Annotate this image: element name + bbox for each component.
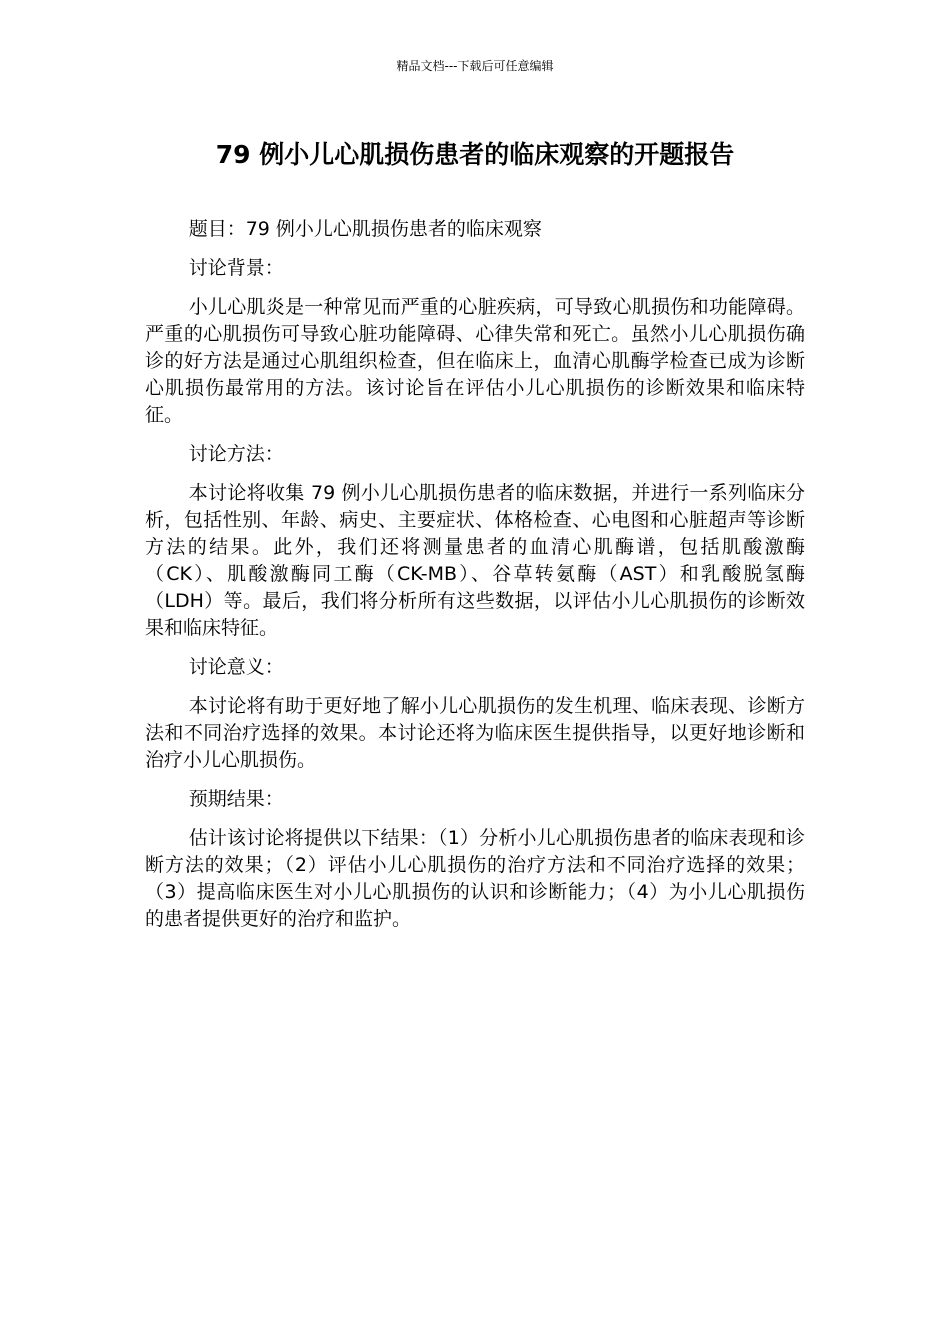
section-heading-method: 讨论方法： bbox=[188, 443, 284, 465]
topic-line: 题目：79 例小儿心肌损伤患者的临床观察 bbox=[188, 218, 542, 240]
section-body-background: 小儿心肌炎是一种常见而严重的心脏疾病，可导致心肌损伤和功能障碍。严重的心肌损伤可导致心脏功能障碍、心律失常和死亡。虽然小儿心肌损伤确诊的好方法是通过心肌组织检查，但在临床上，血清心肌酶学检查已成为诊断心肌损伤最常用的方法。该讨论旨在评估小儿心肌损伤的诊断效果和临床特征。 bbox=[145, 296, 805, 426]
section-body-method: 本讨论将收集 79 例小儿心肌损伤患者的临床数据，并进行一系列临床分析，包括性别、年龄、病史、主要症状、体格检查、心电图和心脏超声等诊断方法的结果。此外，我们还将测量患者的血清心肌酶谱，包括肌酸激酶（CK）、肌酸激酶同工酶（CK-MB）、谷草转氨酶（AST）和乳酸脱氢酶（LDH）等。最后，我们将分析所有这些数据，以评估小儿心肌损伤的诊断效果和临床特征。 bbox=[145, 482, 805, 639]
document-title: 79 例小儿心肌损伤患者的临床观察的开题报告 bbox=[215, 140, 735, 169]
header-note: 精品文档---下载后可任意编辑 bbox=[396, 59, 554, 73]
document-body bbox=[145, 216, 805, 945]
section-heading-background: 讨论背景： bbox=[188, 257, 284, 279]
section-heading-significance: 讨论意义： bbox=[188, 656, 284, 678]
section-body-expected-results: 估计该讨论将提供以下结果：（1）分析小儿心肌损伤患者的临床表现和诊断方法的效果；（2）评估小儿心肌损伤的治疗方法和不同治疗选择的效果；（3）提高临床医生对小儿心肌损伤的认识和诊断能力；（4）为小儿心肌损伤的患者提供更好的治疗和监护。 bbox=[145, 827, 805, 930]
section-body-significance: 本讨论将有助于更好地了解小儿心肌损伤的发生机理、临床表现、诊断方法和不同治疗选择的效果。本讨论还将为临床医生提供指导，以更好地诊断和治疗小儿心肌损伤。 bbox=[145, 695, 805, 771]
section-heading-expected-results: 预期结果： bbox=[188, 788, 284, 810]
